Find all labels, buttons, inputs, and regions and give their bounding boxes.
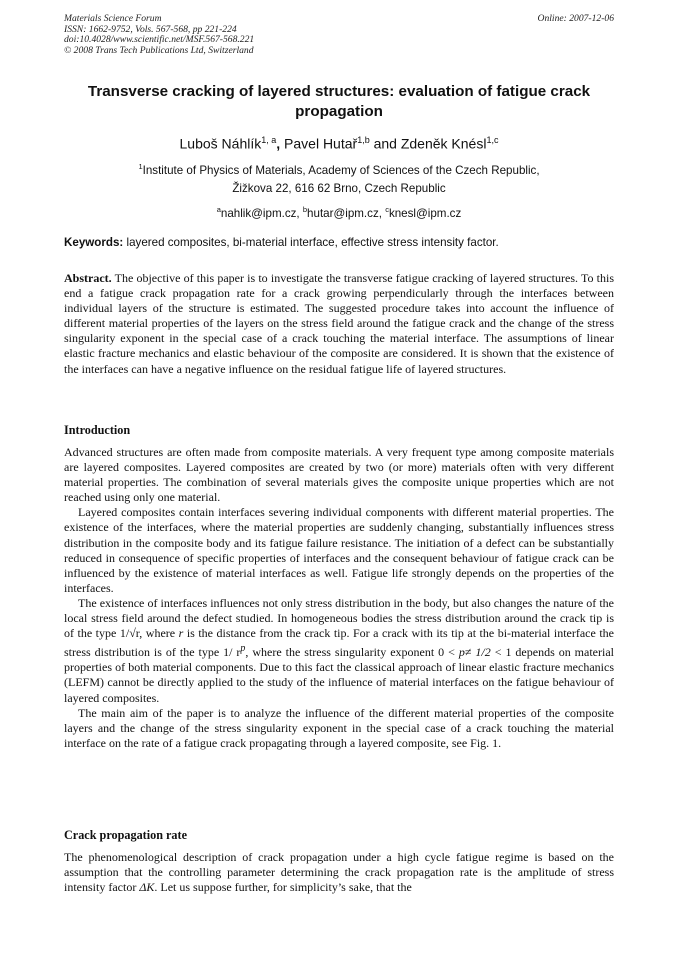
author-emails: [64, 202, 614, 221]
paragraph: [64, 596, 614, 706]
formula-exponent: p: [240, 643, 246, 655]
paragraph-text: The existence of interfaces influences not only stress distribution in the body, but also changes the nature of the local stress field around the defect studied. In homogeneous bodies the stress distribution around the crack tip is of the type: [64, 595, 614, 641]
email-address[interactable]: knesl@ipm.cz: [388, 206, 462, 220]
author-list: [64, 131, 614, 153]
keywords-label: Keywords:: [64, 236, 124, 249]
email-sup: c: [385, 205, 389, 214]
paragraph: Advanced structures are often made from composite materials. A very frequent type among composite materials are layered composites. Layered composites are created by two (or more) materials often with very different material properties. The combination of several materials gives the composite unique properties which are not reached using only one material.: [64, 445, 614, 505]
formula-inequality: p≠ 1/2: [458, 645, 491, 660]
author-sup: 1,c: [486, 135, 499, 145]
crack-propagation-body: [64, 850, 614, 895]
symbol-delta-k: ΔK: [139, 880, 155, 895]
paragraph-text: is the distance from the crack tip. For a crack with its tip at the bi-material interface the stress distribution is of the type: [64, 626, 614, 660]
affiliation-line-1: [64, 159, 614, 178]
author-name: Zdeněk Knésl: [400, 135, 487, 152]
formula-inverse-sqrt-r: 1/√r: [119, 626, 140, 641]
email-sup: b: [302, 205, 308, 214]
formula-power-r: [223, 645, 245, 659]
email-sup: a: [216, 205, 221, 214]
abstract-label: Abstract.: [64, 271, 112, 285]
paper-title: Transverse cracking of layered structures: evaluation of fatigue crack propagation: [87, 83, 591, 120]
paragraph-text: , where the stress singularity exponent 0 <: [245, 645, 455, 660]
section-heading-crack-propagation: Crack propagation rate: [64, 828, 187, 842]
formula-base: 1/ r: [223, 645, 241, 660]
abstract: [64, 271, 614, 377]
paragraph-text: < 1 depends on material properties of both material components. Due to this fact the classical approach of linear elastic fracture mechanics (LEFM) cannot be directly applied to the study of the influence of material interfaces on the fatigue behaviour of layered composites.: [64, 645, 614, 705]
journal-copyright: © 2008 Trans Tech Publications Ltd, Switzerland: [64, 44, 254, 56]
author-sup: 1,b: [357, 135, 370, 145]
author-conjunction: and: [369, 135, 401, 152]
paragraph-text: , where: [139, 626, 176, 641]
affiliation-sup: 1: [138, 162, 143, 171]
paragraph: The main aim of the paper is to analyze the influence of the different material properties of the composite layers and the change of the stress singularity exponent in the special case of a crack touching the material interface on the rate of a fatigue crack propagating through a layered composite, see Fig. 1.: [64, 705, 614, 750]
journal-header: [64, 14, 254, 56]
variable-r: r: [178, 626, 184, 641]
paragraph-text: . Let us suppose further, for simplicity’s sake, that the: [154, 880, 412, 895]
keywords-text: layered composites, bi-material interface, effective stress intensity factor.: [123, 236, 499, 249]
section-heading-introduction: Introduction: [64, 423, 131, 437]
keywords: [64, 235, 616, 250]
affiliation-institute: Institute of Physics of Materials, Academy of Sciences of the Czech Republic,: [142, 163, 540, 177]
author-name: Luboš Náhlík: [179, 135, 262, 152]
paragraph-text: The phenomenological description of crack propagation under a high cycle fatigue regime is based on the assumption that the controlling parameter determining the crack propagation rate is the amplitude of stress intensity factor: [64, 850, 614, 895]
email-address[interactable]: hutar@ipm.cz,: [307, 206, 386, 220]
journal-issn: ISSN: 1662-9752, Vols. 567-568, pp 221-224: [64, 23, 237, 35]
introduction-body: [64, 445, 614, 751]
online-date: Online: 2007-12-06: [537, 13, 614, 24]
paragraph: Layered composites contain interfaces severing individual components with different material properties. The existence of the interfaces, where the material properties are suddenly changing, substantially influences stress distribution in the composite body and its fatigue failure resistance. The initiation of a defect can be substantially reduced in consequence of specific properties of interfaces and the consequent behaviour of fatigue crack can be influenced by the existence of material interfaces as well. Fatigue life strongly depends on the properties of the interfaces.: [64, 505, 614, 595]
paragraph: [64, 850, 614, 895]
author-name: Pavel Hutař: [284, 135, 358, 152]
journal-doi: doi:10.4028/www.scientific.net/MSF.567-568.221: [64, 34, 255, 46]
author-sup: 1, a: [261, 135, 277, 145]
email-address[interactable]: nahlik@ipm.cz,: [220, 206, 303, 220]
abstract-text: The objective of this paper is to investigate the transverse fatigue cracking of layered structures. To this end a fatigue crack propagation rate for a crack growing perpendicularly through the interfaces between individual layers of the structure is estimated. The suggested procedure takes into account the influence of different material properties of the layers on the stress field around the fatigue crack and the change of the stress singularity exponent in the special case of a crack touching the material interface. The assumptions of linear elastic fracture mechanics and elastic behaviour of the composite are considered. It is shown that the existence of the interfaces can have a negative influence on the residual fatigue life of layered structures.: [64, 271, 614, 376]
affiliation-line-2: Žižkova 22, 616 62 Brno, Czech Republic: [232, 182, 446, 195]
journal-name: Materials Science Forum: [64, 13, 162, 24]
author-separator: ,: [276, 135, 285, 152]
